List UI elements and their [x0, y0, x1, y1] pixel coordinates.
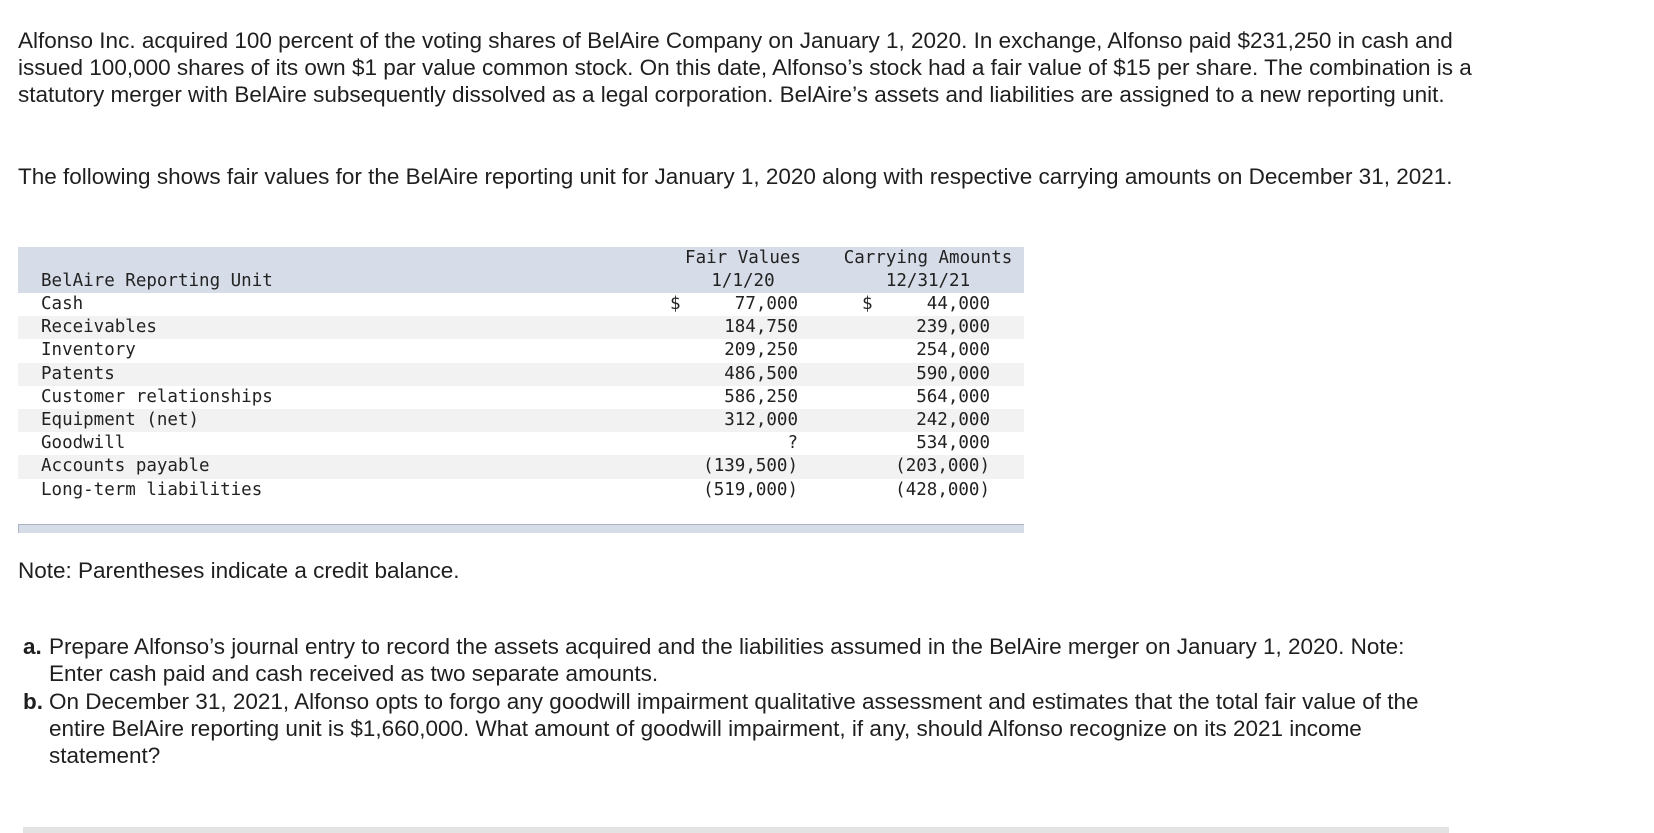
table-row	[18, 293, 1024, 316]
row-label: Inventory	[41, 340, 136, 361]
fair-value: 312,000	[724, 409, 798, 430]
intro-paragraph-2: The following shows fair values for the BelAire reporting unit for January 1, 2020 along with respective carrying amounts on December 31, 2021.	[18, 164, 1453, 189]
fair-value: 209,250	[724, 340, 798, 361]
carrying-amount: (428,000)	[895, 479, 990, 500]
row-label: Long-term liabilities	[41, 479, 263, 500]
carrying-amount: 564,000	[916, 386, 990, 407]
row-label: Receivables	[41, 317, 157, 338]
fair-value: 77,000	[734, 294, 798, 314]
fair-value: 486,500	[724, 363, 798, 384]
question-a	[23, 633, 1463, 687]
table-spacer	[18, 502, 1024, 524]
fair-value: (519,000)	[703, 479, 798, 500]
carrying-amount: 590,000	[916, 363, 990, 384]
fair-value: 184,750	[724, 317, 798, 338]
credit-balance-note: Note: Parentheses indicate a credit balance.	[18, 558, 460, 583]
table-row	[18, 479, 1024, 502]
fair-value: ?	[787, 433, 798, 454]
table-row	[18, 363, 1024, 386]
table-row	[18, 316, 1024, 339]
carrying-amount: (203,000)	[895, 456, 990, 477]
row-label: Equipment (net)	[41, 409, 200, 430]
question-a-label: a.	[23, 634, 42, 659]
question-a-text: Prepare Alfonso’s journal entry to record the assets acquired and the liabilities assumed in the BelAire merger on January 1, 2020. Note: Enter cash paid and cash received as two separate amounts.	[49, 634, 1405, 686]
row-label: Accounts payable	[41, 456, 210, 477]
question-b-text: On December 31, 2021, Alfonso opts to forgo any goodwill impairment qualitative assessment and estimates that the total fair value of the entire BelAire reporting unit is $1,660,000. What amount of goodwill impairment, if any, should Alfonso recognize on its 2021 income statement?	[49, 689, 1419, 768]
header-carrying-amounts	[835, 247, 1021, 293]
row-label: Customer relationships	[41, 386, 273, 407]
reporting-unit-table	[18, 247, 1024, 533]
intro-paragraph-1: Alfonso Inc. acquired 100 percent of the voting shares of BelAire Company on January 1, 2020. In exchange, Alfonso paid $231,250 in cash and issued 100,000 shares of its own $1 par value common stock. On this date, Alfonso’s stock had a fair value of $15 per share. The combination is a statutory merger with BelAire subsequently dissolved as a legal corporation. BelAire’s assets and liabilities are assigned to a new reporting unit.	[18, 28, 1472, 107]
table-row	[18, 339, 1024, 362]
fair-value: (139,500)	[703, 456, 798, 477]
header-fair-values-line2: 1/1/20	[711, 271, 775, 291]
row-label: Patents	[41, 363, 115, 384]
header-carrying-line1: Carrying Amounts	[843, 248, 1013, 268]
table-row	[18, 455, 1024, 478]
table-footer-bar	[18, 524, 1024, 533]
table-row	[18, 432, 1024, 455]
header-label: BelAire Reporting Unit	[41, 271, 273, 291]
row-label: Cash	[41, 294, 84, 314]
fv-dollar-sign: $	[670, 294, 681, 314]
table-header	[18, 247, 1024, 293]
bottom-divider	[23, 827, 1449, 833]
carrying-amount: 44,000	[926, 294, 990, 314]
table-row	[18, 409, 1024, 432]
fair-value: 586,250	[724, 386, 798, 407]
carrying-amount: 239,000	[916, 317, 990, 338]
carrying-amount: 254,000	[916, 340, 990, 361]
header-fair-values-line1: Fair Values	[685, 248, 801, 268]
ca-dollar-sign: $	[862, 294, 873, 314]
row-label: Goodwill	[41, 433, 126, 454]
header-carrying-line2: 12/31/21	[885, 271, 971, 291]
carrying-amount: 242,000	[916, 409, 990, 430]
header-fair-values	[673, 247, 813, 293]
carrying-amount: 534,000	[916, 433, 990, 454]
question-b	[23, 688, 1463, 769]
question-b-label: b.	[23, 689, 43, 714]
table-row	[18, 386, 1024, 409]
